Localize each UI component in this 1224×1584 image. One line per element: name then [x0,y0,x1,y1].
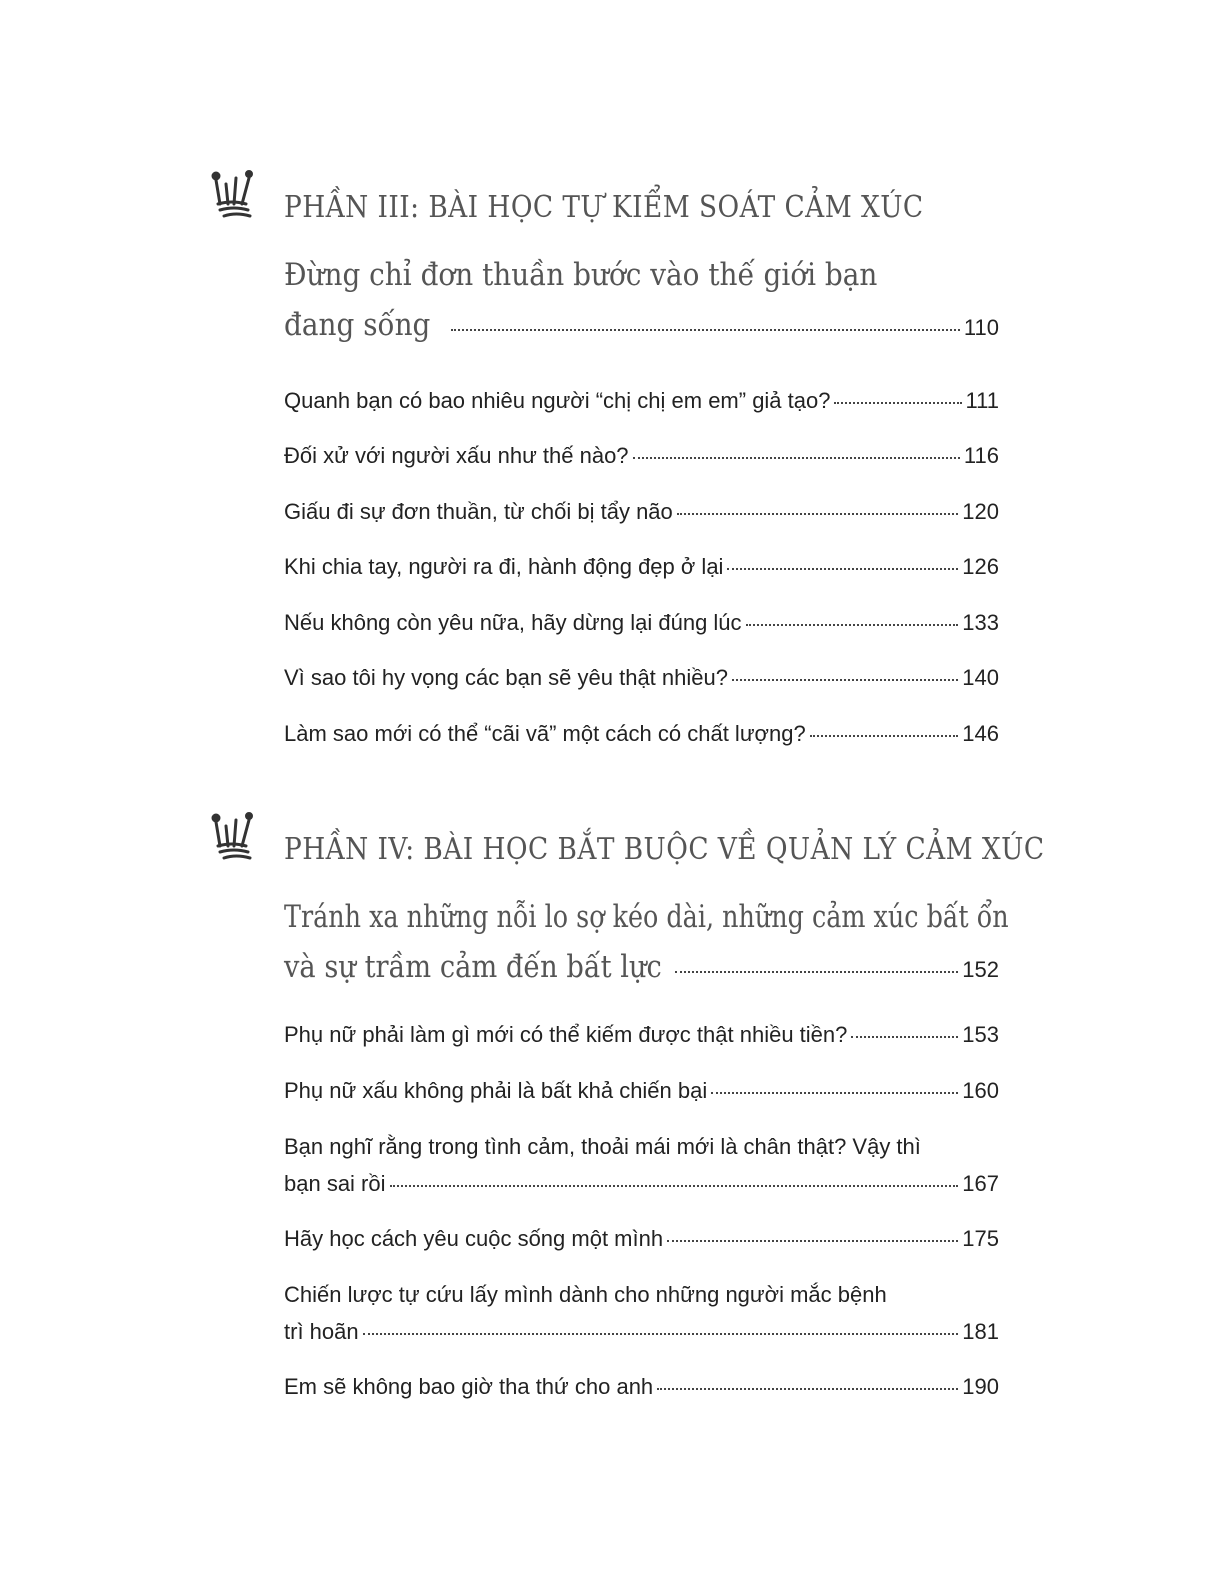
toc-entry[interactable] [284,1276,999,1350]
dot-leader [677,513,959,515]
toc-entry-title: Vì sao tôi hy vọng các bạn sẽ yêu thật nhiều? [284,665,728,690]
toc-entry[interactable] [284,382,999,419]
page-number: 110 [963,315,999,340]
page-number: 146 [962,721,999,746]
page-number: 116 [963,443,999,468]
chapter-heading-line2: đang sống [284,307,431,343]
toc-entry[interactable] [284,1128,999,1202]
page-number: 160 [962,1078,999,1103]
toc-entry[interactable] [284,1072,999,1109]
crown-icon [208,812,256,864]
toc-entry-title-line1: Chiến lược tự cứu lấy mình dành cho những người mắc bệnh [284,1282,887,1307]
page-number: 175 [962,1226,999,1251]
dot-leader [727,568,958,570]
toc-entry-title-line1: Bạn nghĩ rằng trong tình cảm, thoải mái mới là chân thật? Vậy thì [284,1134,921,1159]
page-number: 120 [962,499,999,524]
toc-entry[interactable] [284,437,999,474]
toc-entry-title: Nếu không còn yêu nữa, hãy dừng lại đúng lúc [284,610,742,635]
chapter-heading-line1: Đừng chỉ đơn thuần bước vào thế giới bạn [284,257,878,293]
dot-leader [711,1092,958,1094]
toc-entry-title: Em sẽ không bao giờ tha thứ cho anh [284,1374,654,1399]
dot-leader [657,1388,958,1390]
toc-entry-title: Quanh bạn có bao nhiêu người “chị chị em em” giả tạo? [284,388,831,413]
toc-entry[interactable] [284,1220,999,1257]
page-number: 140 [962,665,999,690]
part3-chapter-heading[interactable] [284,250,999,353]
toc-entry-title: Phụ nữ xấu không phải là bất khả chiến bại [284,1078,708,1103]
page-number: 190 [962,1374,999,1399]
toc-entry[interactable] [284,659,999,696]
page-number: 126 [962,554,999,579]
dot-leader [810,735,959,737]
dot-leader [746,624,959,626]
chapter-heading-line2: và sự trầm cảm đến bất lực [284,949,662,985]
toc-entry-title-line2: bạn sai rồi [284,1171,386,1196]
toc-entry[interactable] [284,1368,999,1405]
dot-leader [834,402,961,404]
page-number: 111 [965,388,999,413]
dot-leader [851,1036,958,1038]
crown-icon [208,170,256,222]
page-number: 153 [962,1022,999,1047]
toc-entry[interactable] [284,604,999,641]
toc-entry[interactable] [284,548,999,585]
page-number: 133 [962,610,999,635]
toc-entry-title: Hãy học cách yêu cuộc sống một mình [284,1226,664,1251]
part3-title: PHẦN III: BÀI HỌC TỰ KIỂM SOÁT CẢM XÚC [284,190,924,225]
toc-entry[interactable] [284,715,999,752]
dot-leader [732,679,958,681]
toc-entry-title: Giấu đi sự đơn thuần, từ chối bị tẩy não [284,499,673,524]
dot-leader [675,971,958,973]
part4-title: PHẦN IV: BÀI HỌC BẮT BUỘC VỀ QUẢN LÝ CẢM XÚC [284,832,1045,867]
dot-leader [633,457,960,459]
chapter-heading-line1: Tránh xa những nỗi lo sợ kéo dài, những cảm xúc bất ổn [284,899,1009,935]
toc-entry[interactable] [284,493,999,530]
toc-entry-title: Khi chia tay, người ra đi, hành động đẹp ở lại [284,554,724,579]
dot-leader [390,1185,959,1187]
dot-leader [363,1333,959,1335]
toc-entry[interactable] [284,1016,999,1053]
toc-entry-title: Đối xử với người xấu như thế nào? [284,443,629,468]
toc-entry-title: Làm sao mới có thể “cãi vã” một cách có chất lượng? [284,721,806,746]
page-number: 167 [962,1171,999,1196]
part4-chapter-heading[interactable] [284,892,1009,995]
page-number: 152 [962,957,999,982]
toc-entry-title: Phụ nữ phải làm gì mới có thể kiếm được thật nhiều tiền? [284,1022,848,1047]
toc-entry-title-line2: trì hoãn [284,1319,359,1344]
page-number: 181 [962,1319,999,1344]
dot-leader [667,1240,958,1242]
dot-leader [451,329,960,331]
